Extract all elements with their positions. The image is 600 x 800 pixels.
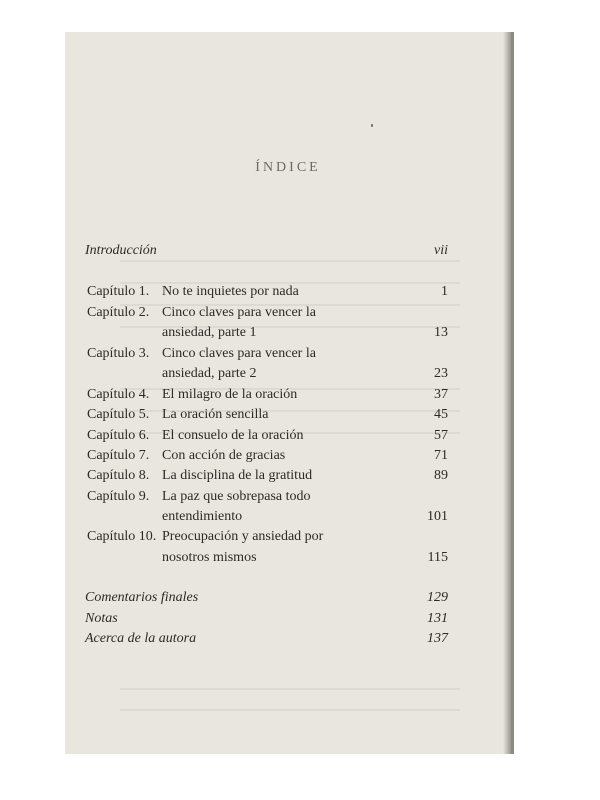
chapter-label: Capítulo 6.: [87, 428, 150, 443]
entry-label: Introducción: [85, 243, 157, 258]
entry-page-number: 1: [441, 284, 448, 299]
entry-label: Acerca de la autora: [85, 631, 197, 646]
entry-page-number: 71: [434, 448, 448, 463]
chapter-label: Capítulo 4.: [87, 387, 150, 402]
chapter-label: Capítulo 3.: [87, 346, 150, 361]
toc-entry-chapter-5[interactable]: [85, 405, 448, 425]
toc-entry-chapter-9[interactable]: [85, 487, 448, 507]
entry-page-number: 131: [427, 611, 448, 626]
chapter-label: Capítulo 1.: [87, 284, 150, 299]
chapter-title: No te inquietes por nada: [162, 284, 299, 299]
chapter-title: Preocupación y ansiedad por: [162, 529, 324, 544]
book-page: [65, 32, 511, 754]
entry-page-number: 89: [434, 468, 448, 483]
page-gutter-shadow: [503, 32, 511, 754]
chapter-title-line-2: entendimiento: [162, 509, 243, 524]
toc-entry-chapter-10[interactable]: [85, 527, 448, 547]
chapter-label: Capítulo 9.: [87, 489, 150, 504]
entry-label: Notas: [85, 611, 118, 626]
entry-page-number: 101: [427, 509, 448, 524]
chapter-title: La disciplina de la gratitud: [162, 468, 313, 483]
entry-page-number: 37: [434, 387, 448, 402]
chapter-title: El milagro de la oración: [162, 387, 298, 402]
toc-entry-chapter-2-continued[interactable]: [85, 323, 448, 343]
toc-entry-chapter-7[interactable]: [85, 446, 448, 466]
toc-entry-chapter-3-continued[interactable]: [85, 364, 448, 384]
entry-page-number: 137: [427, 631, 448, 646]
toc-entry-introduction[interactable]: [85, 241, 448, 261]
chapter-title: Con acción de gracias: [162, 448, 286, 463]
toc-entry-chapter-4[interactable]: [85, 385, 448, 405]
entry-page-number: 23: [434, 366, 448, 381]
toc-entry-chapter-10-continued[interactable]: [85, 548, 448, 568]
paper-speck: [371, 124, 373, 127]
chapter-title-line-2: ansiedad, parte 2: [162, 366, 257, 381]
chapter-label: Capítulo 10.: [87, 529, 157, 544]
chapter-label: Capítulo 2.: [87, 305, 150, 320]
chapter-label: Capítulo 5.: [87, 407, 150, 422]
bleed-through-line: [120, 709, 460, 711]
chapter-title-line-2: nosotros mismos: [162, 550, 257, 565]
entry-page-number: 115: [427, 550, 448, 565]
entry-page-number: 57: [434, 428, 448, 443]
page-edge-border: [511, 32, 514, 754]
chapter-title-line-2: ansiedad, parte 1: [162, 325, 257, 340]
entry-page-number: 45: [434, 407, 448, 422]
toc-entry-chapter-9-continued[interactable]: [85, 507, 448, 527]
toc-entry-final-comments[interactable]: [85, 588, 448, 608]
toc-entry-chapter-1[interactable]: [85, 282, 448, 302]
toc-entry-chapter-2[interactable]: [85, 303, 448, 323]
toc-entry-chapter-6[interactable]: [85, 426, 448, 446]
entry-page-number: 129: [427, 590, 448, 605]
chapter-title: El consuelo de la oración: [162, 428, 304, 443]
bleed-through-line: [120, 688, 460, 690]
toc-entry-about-author[interactable]: [85, 629, 448, 649]
entry-label: Comentarios finales: [85, 590, 199, 605]
chapter-title: Cinco claves para vencer la: [162, 305, 316, 320]
toc-title: ÍNDICE: [255, 160, 321, 175]
chapter-title: La paz que sobrepasa todo: [162, 489, 311, 504]
toc-entry-chapter-8[interactable]: [85, 466, 448, 486]
chapter-label: Capítulo 8.: [87, 468, 150, 483]
chapter-title: La oración sencilla: [162, 407, 269, 422]
toc-entry-chapter-3[interactable]: [85, 344, 448, 364]
toc-entry-notes[interactable]: [85, 609, 448, 629]
chapter-label: Capítulo 7.: [87, 448, 150, 463]
entry-page-number: vii: [434, 243, 448, 258]
entry-page-number: 13: [434, 325, 448, 340]
chapter-title: Cinco claves para vencer la: [162, 346, 316, 361]
